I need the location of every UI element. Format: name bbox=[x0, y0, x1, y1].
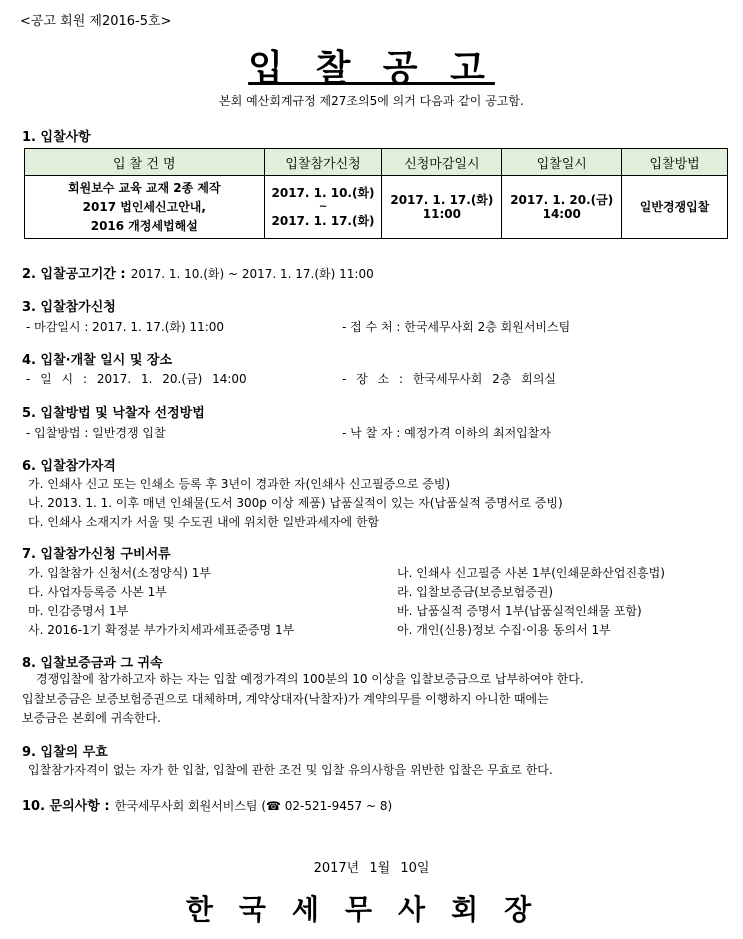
section-3-right: - 접 수 처 : 한국세무사회 2층 회원서비스팀 bbox=[342, 320, 571, 334]
section-10-heading: 10. 문의사항 : bbox=[22, 799, 110, 814]
table-row bbox=[25, 176, 728, 239]
section-4-left: - 일 시 : 2017. 1. 20.(금) 14:00 bbox=[26, 372, 247, 386]
list-item: 다. 사업자등록증 사본 1부 bbox=[28, 585, 167, 599]
cell-bid-date bbox=[502, 176, 622, 239]
cell-item-name bbox=[25, 176, 265, 239]
header-method: 입찰방법 bbox=[622, 149, 728, 176]
list-item: 나. 인쇄사 신고필증 사본 1부(인쇄문화산업진흥법) bbox=[397, 566, 665, 580]
bid-table-header-row bbox=[25, 149, 728, 176]
cell-apply bbox=[264, 176, 382, 239]
section-1-heading: 1. 입찰사항 bbox=[22, 130, 91, 145]
bid-table bbox=[24, 148, 728, 239]
section-7-heading: 7. 입찰참가신청 구비서류 bbox=[22, 547, 171, 562]
apply-start: 2017. 1. 10.(화) bbox=[271, 186, 375, 200]
list-item: 라. 입찰보증금(보증보험증권) bbox=[397, 585, 554, 599]
issuer-name: 한국세무사회장 bbox=[185, 893, 558, 926]
paragraph-line: 입찰보증금은 보증보험증권으로 대체하며, 계약상대자(낙찰자)가 계약의무를 이행하지 아니한 때에는 bbox=[22, 692, 549, 706]
section-2-heading: 2. 입찰공고기간 : bbox=[22, 267, 126, 282]
deadline-date: 2017. 1. 17.(화) bbox=[390, 193, 494, 207]
contact-text: 한국세무사회 회원서비스팀 (☎ 02-521-9457 ~ 8) bbox=[114, 799, 393, 813]
list-item: 가. 입찰참가 신청서(소정양식) 1부 bbox=[28, 566, 211, 580]
section-3-heading: 3. 입찰참가신청 bbox=[22, 300, 116, 315]
apply-end: 2017. 1. 17.(화) bbox=[271, 214, 375, 228]
section-9-text: 입찰참가자격이 없는 자가 한 입찰, 입찰에 관한 조건 및 입찰 유의사항을 위반한 입찰은 무효로 한다. bbox=[28, 763, 553, 777]
issue-date: 2017년 1월 10일 bbox=[313, 861, 430, 876]
section-4-heading: 4. 입찰·개찰 일시 및 장소 bbox=[22, 353, 173, 368]
section-8-heading: 8. 입찰보증금과 그 귀속 bbox=[22, 656, 163, 671]
section-10 bbox=[22, 795, 392, 814]
section-2 bbox=[22, 263, 374, 282]
list-item: 아. 개인(신용)정보 수집·이용 동의서 1부 bbox=[397, 623, 611, 637]
header-bid-date: 입찰일시 bbox=[502, 149, 622, 176]
item-name-line: 2016 개정세법해설 bbox=[90, 218, 198, 233]
deadline-time: 11:00 bbox=[422, 207, 461, 221]
bid-date: 2017. 1. 20.(금) bbox=[510, 193, 614, 207]
section-9-heading: 9. 입찰의 무효 bbox=[22, 745, 108, 760]
list-item: 가. 인쇄사 신고 또는 인쇄소 등록 후 3년이 경과한 자(인쇄사 신고필증으로 증빙) bbox=[28, 477, 451, 491]
list-item: 나. 2013. 1. 1. 이후 매년 인쇄물(도서 300p 이상 제품) 납품실적이 있는 자(납품실적 증명서로 증빙) bbox=[28, 496, 563, 510]
section-2-text: 2017. 1. 10.(화) ~ 2017. 1. 17.(화) 11:00 bbox=[130, 267, 374, 281]
section-5-right: - 낙 찰 자 : 예정가격 이하의 최저입찰자 bbox=[342, 426, 551, 440]
header-deadline: 신청마감일시 bbox=[382, 149, 502, 176]
bid-time: 14:00 bbox=[542, 207, 581, 221]
header-item-name: 입 찰 건 명 bbox=[25, 149, 265, 176]
section-4-right: - 장 소 : 한국세무사회 2층 회의실 bbox=[342, 372, 556, 386]
section-5-heading: 5. 입찰방법 및 낙찰자 선정방법 bbox=[22, 406, 205, 421]
intro-text: 본회 예산회계규정 제27조의5에 의거 다음과 같이 공고함. bbox=[219, 94, 524, 108]
list-item: 다. 인쇄사 소재지가 서울 및 수도권 내에 위치한 일반과세자에 한함 bbox=[28, 515, 380, 529]
section-5-left: - 입찰방법 : 일반경쟁 입찰 bbox=[26, 426, 166, 440]
paragraph-line: 경쟁입찰에 참가하고자 하는 자는 입찰 예정가격의 100분의 10 이상을 입찰보증금으로 납부하여야 한다. bbox=[36, 672, 584, 686]
notice-number: <공고 회원 제2016-5호> bbox=[20, 14, 172, 29]
section-3-left: - 마감일시 : 2017. 1. 17.(화) 11:00 bbox=[26, 320, 225, 334]
cell-deadline bbox=[382, 176, 502, 239]
cell-method: 일반경쟁입찰 bbox=[622, 176, 728, 239]
document-title: 입 찰 공 고 bbox=[248, 47, 495, 89]
item-name-line: 회원보수 교육 교재 2종 제작 bbox=[68, 180, 221, 195]
list-item: 바. 납품실적 증명서 1부(납품실적인쇄물 포함) bbox=[397, 604, 642, 618]
apply-tilde: ~ bbox=[318, 201, 328, 212]
section-6-heading: 6. 입찰참가자격 bbox=[22, 459, 116, 474]
paragraph-line: 보증금은 본회에 귀속한다. bbox=[22, 711, 161, 725]
list-item: 사. 2016-1기 확정분 부가가치세과세표준증명 1부 bbox=[28, 623, 295, 637]
item-name-line: 2017 법인세신고안내, bbox=[82, 199, 206, 214]
list-item: 마. 인감증명서 1부 bbox=[28, 604, 129, 618]
header-apply: 입찰참가신청 bbox=[264, 149, 382, 176]
